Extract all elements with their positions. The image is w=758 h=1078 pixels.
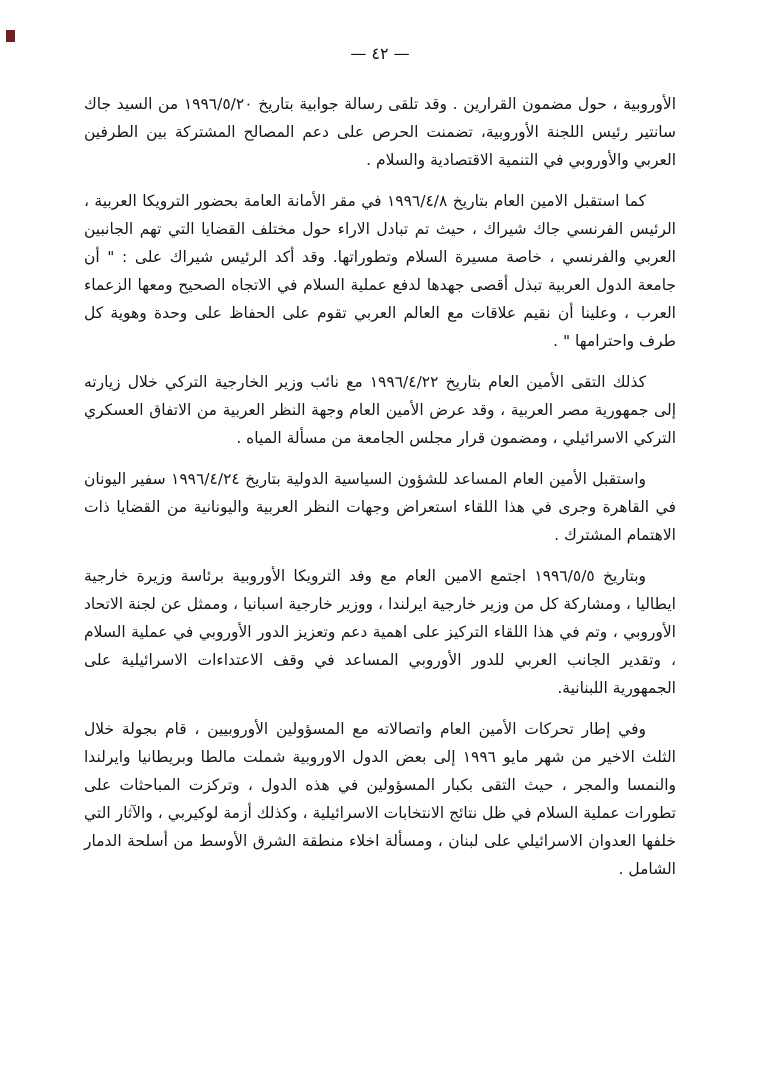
paragraph-european-tour: وفي إطار تحركات الأمين العام واتصالاته مع المسؤولين الأوروبيين ، قام بجولة خلال الثلث الاخير من شهر مايو ١٩٩٦ إلى بعض الدول الاوروبية شملت مالطا وبريطانيا وايرلندا والنمسا والمجر ، حيث التقى بكبار المسؤولين في هذه الدول ، وتركزت المباحثات على تطورات عملية السلام في ظل نتائج الانتخابات الاسرائيلية ، وكذلك أزمة لوكيربي ، والآثار التي خلفها العدوان الاسرائيلي على لبنان ، ومسألة اخلاء منطقة الشرق الأوسط من أسلحة الدمار الشامل . bbox=[84, 720, 676, 878]
paragraph-continuation: الأوروبية ، حول مضمون القرارين . وقد تلقى رسالة جوابية بتاريخ ١٩٩٦/٥/٢٠ من السيد جاك سانتير رئيس اللجنة الأوروبية، تضمنت الحرص على دعم المصالح المشتركة بين الطرفين العربي والأوروبي في التنمية الاقتصادية والسلام . bbox=[84, 95, 676, 169]
paragraph-chirac-meeting: كما استقبل الامين العام بتاريخ ١٩٩٦/٤/٨ في مقر الأمانة العامة بحضور الترويكا العربية ، الرئيس الفرنسي جاك شيراك ، حيث تم تبادل الاراء حول مختلف القضايا التي تهم الجانبين العربي والفرنسي ، خاصة مسيرة السلام وتطوراتها. وقد أكد الرئيس شيراك على : " أن جامعة الدول العربية تبذل أقصى جهدها لدفع عملية السلام في الاتجاه الصحيح ومعها الزعماء العرب ، وعلينا أن نقيم علاقات مع العالم العربي تقوم على الحفاظ على وحدة وهوية كل طرف واحترامها " . bbox=[84, 192, 676, 350]
paragraph-greek-ambassador: واستقبل الأمين العام المساعد للشؤون السياسية الدولية بتاريخ ١٩٩٦/٤/٢٤ سفير اليونان في القاهرة وجرى في هذا اللقاء استعراض وجهات النظر العربية واليونانية من القضايا ذات الاهتمام المشترك . bbox=[84, 470, 676, 544]
scan-artifact-mark bbox=[6, 30, 15, 42]
paragraph-european-troika: وبتاريخ ١٩٩٦/٥/٥ اجتمع الامين العام مع وفد الترويكا الأوروبية برئاسة وزيرة خارجية ايطاليا ، ومشاركة كل من وزير خارجية ايرلندا ، ووزير خارجية اسبانيا ، وممثل عن لجنة الاتحاد الأوروبي ، وتم في هذا اللقاء التركيز على اهمية دعم وتعزيز الدور الأوروبي في عملية السلام ، وتقدير الجانب العربي للدور الأوروبي المساعد في وقف الاعتداءات الاسرائيلية على الجمهورية اللبنانية. bbox=[84, 567, 676, 697]
document-body bbox=[84, 90, 676, 883]
page-number: — ٤٢ — bbox=[350, 44, 410, 63]
paragraph-turkish-deputy-minister: كذلك التقى الأمين العام بتاريخ ١٩٩٦/٤/٢٢ مع نائب وزير الخارجية التركي خلال زيارته إلى جمهورية مصر العربية ، وقد عرض الأمين العام وجهة النظر العربية من الاتفاق العسكري التركي الاسرائيلي ، ومضمون قرار مجلس الجامعة من مسألة المياه . bbox=[84, 373, 676, 447]
